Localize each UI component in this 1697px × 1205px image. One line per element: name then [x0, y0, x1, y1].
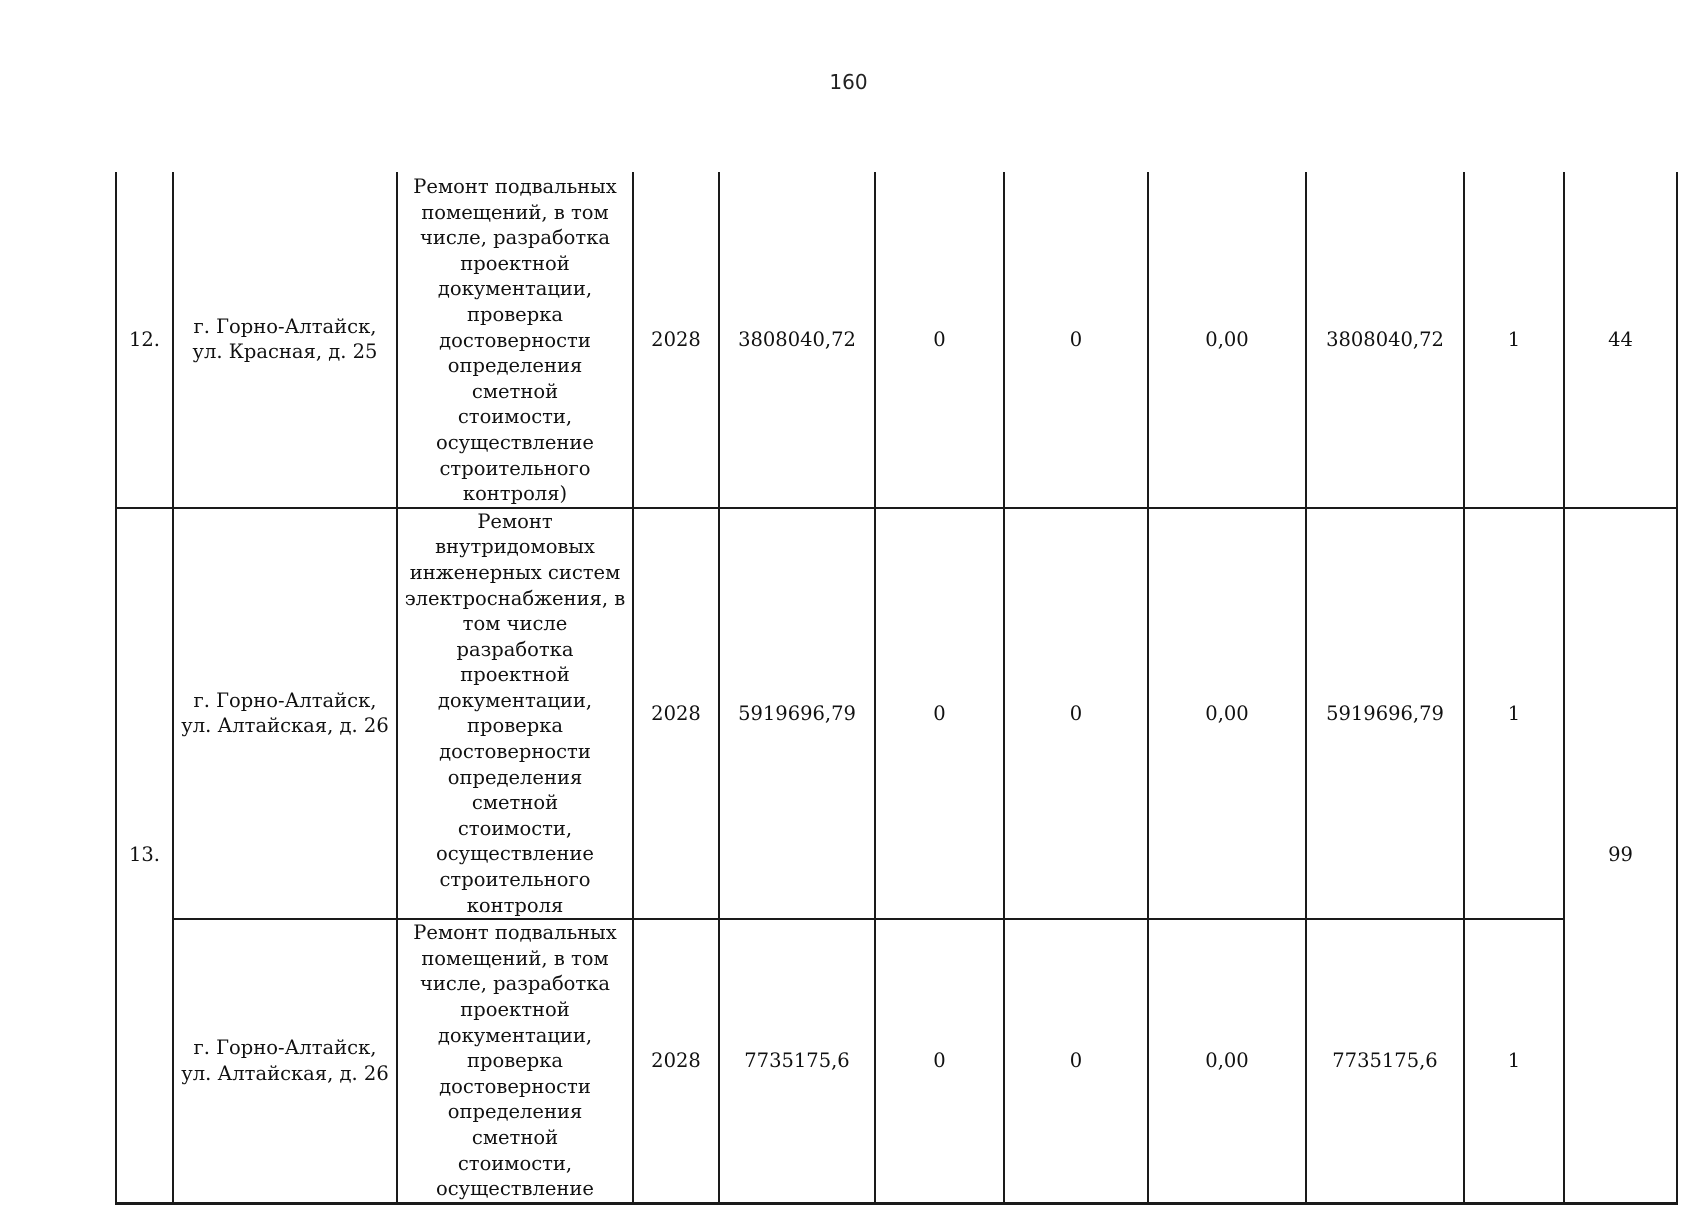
table-row — [116, 919, 1677, 1203]
total-cell: 7735175,6 — [1306, 919, 1464, 1203]
row-number: 13. — [116, 508, 173, 1204]
count-cell: 1 — [1464, 172, 1564, 508]
table-row — [116, 172, 1677, 508]
value-cell: 0 — [1004, 172, 1148, 508]
year-cell: 2028 — [633, 172, 719, 508]
table-row — [116, 508, 1677, 920]
row-number: 12. — [116, 172, 173, 508]
address-cell: г. Горно-Алтайск, ул. Алтайская, д. 26 — [173, 508, 397, 920]
count-cell: 1 — [1464, 919, 1564, 1203]
cost-cell: 7735175,6 — [719, 919, 875, 1203]
last-column-cell: 44 — [1564, 172, 1677, 508]
cost-cell: 5919696,79 — [719, 508, 875, 920]
count-cell: 1 — [1464, 508, 1564, 920]
value-cell: 0 — [875, 919, 1004, 1203]
total-cell: 5919696,79 — [1306, 508, 1464, 920]
value-cell: 0 — [875, 508, 1004, 920]
value-cell: 0,00 — [1148, 508, 1306, 920]
address-cell: г. Горно-Алтайск, ул. Алтайская, д. 26 — [173, 919, 397, 1203]
work-type-cell: Ремонт внутридомовых инженерных систем электроснабжения, в том числе разработка проектной документации, проверка достоверности определения сметной стоимости, осуществление строительного контроля — [397, 508, 633, 920]
value-cell: 0 — [1004, 508, 1148, 920]
value-cell: 0 — [875, 172, 1004, 508]
year-cell: 2028 — [633, 919, 719, 1203]
work-type-cell: Ремонт подвальных помещений, в том числе, разработка проектной документации, проверка достоверности определения сметной стоимости, осуществление строительного контроля) — [397, 172, 633, 508]
last-column-cell: 99 — [1564, 508, 1677, 1204]
works-table — [115, 172, 1678, 1205]
total-cell: 3808040,72 — [1306, 172, 1464, 508]
value-cell: 0,00 — [1148, 919, 1306, 1203]
year-cell: 2028 — [633, 508, 719, 920]
value-cell: 0 — [1004, 919, 1148, 1203]
address-cell: г. Горно-Алтайск, ул. Красная, д. 25 — [173, 172, 397, 508]
cost-cell: 3808040,72 — [719, 172, 875, 508]
work-type-cell: Ремонт подвальных помещений, в том числе, разработка проектной документации, проверка достоверности определения сметной стоимости, осуществление — [397, 919, 633, 1203]
value-cell: 0,00 — [1148, 172, 1306, 508]
page-number: 160 — [829, 70, 868, 94]
